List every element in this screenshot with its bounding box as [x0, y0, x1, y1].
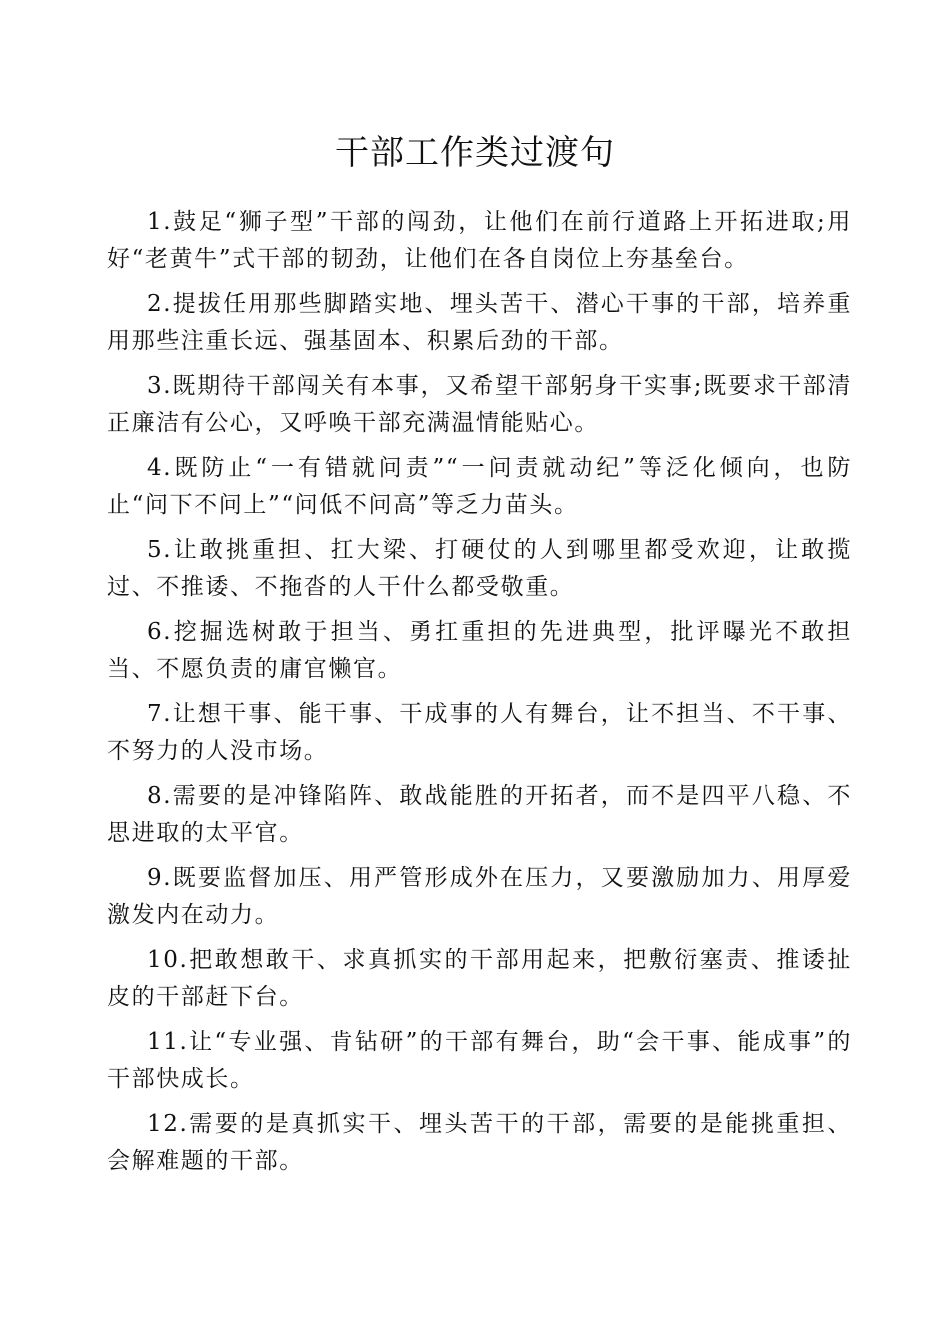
paragraph-7: 7.让想干事、能干事、干成事的人有舞台，让不担当、不干事、不努力的人没市场。: [107, 701, 852, 764]
paragraph-6: 6.挖掘选树敢于担当、勇扛重担的先进典型，批评曝光不敢担当、不愿负责的庸官懒官。: [107, 619, 852, 682]
document-body: [107, 204, 852, 1188]
paragraph-10: 10.把敢想敢干、求真抓实的干部用起来，把敷衍塞责、推诿扯皮的干部赶下台。: [107, 947, 852, 1010]
paragraph-9: 9.既要监督加压、用严管形成外在压力，又要激励加力、用厚爱激发内在动力。: [107, 865, 852, 928]
paragraph-5: 5.让敢挑重担、扛大梁、打硬仗的人到哪里都受欢迎，让敢揽过、不推诿、不拖沓的人干什么都受敬重。: [107, 537, 852, 600]
paragraph-4: 4.既防止“一有错就问责”“一问责就动纪”等泛化倾向，也防止“问下不问上”“问低不问高”等乏力苗头。: [107, 455, 852, 518]
paragraph-1: 1.鼓足“狮子型”干部的闯劲，让他们在前行道路上开拓进取;用好“老黄牛”式干部的韧劲，让他们在各自岗位上夯基垒台。: [107, 209, 852, 272]
paragraph-8: 8.需要的是冲锋陷阵、敢战能胜的开拓者，而不是四平八稳、不思进取的太平官。: [107, 783, 852, 846]
paragraph-11: 11.让“专业强、肯钻研”的干部有舞台，助“会干事、能成事”的干部快成长。: [107, 1029, 852, 1092]
paragraph-3: 3.既期待干部闯关有本事，又希望干部躬身干实事;既要求干部清正廉洁有公心，又呼唤干部充满温情能贴心。: [107, 373, 852, 436]
document-title: 干部工作类过渡句: [335, 133, 615, 173]
paragraph-2: 2.提拔任用那些脚踏实地、埋头苦干、潜心干事的干部，培养重用那些注重长远、强基固本、积累后劲的干部。: [107, 291, 852, 354]
paragraph-12: 12.需要的是真抓实干、埋头苦干的干部，需要的是能挑重担、会解难题的干部。: [107, 1111, 852, 1174]
